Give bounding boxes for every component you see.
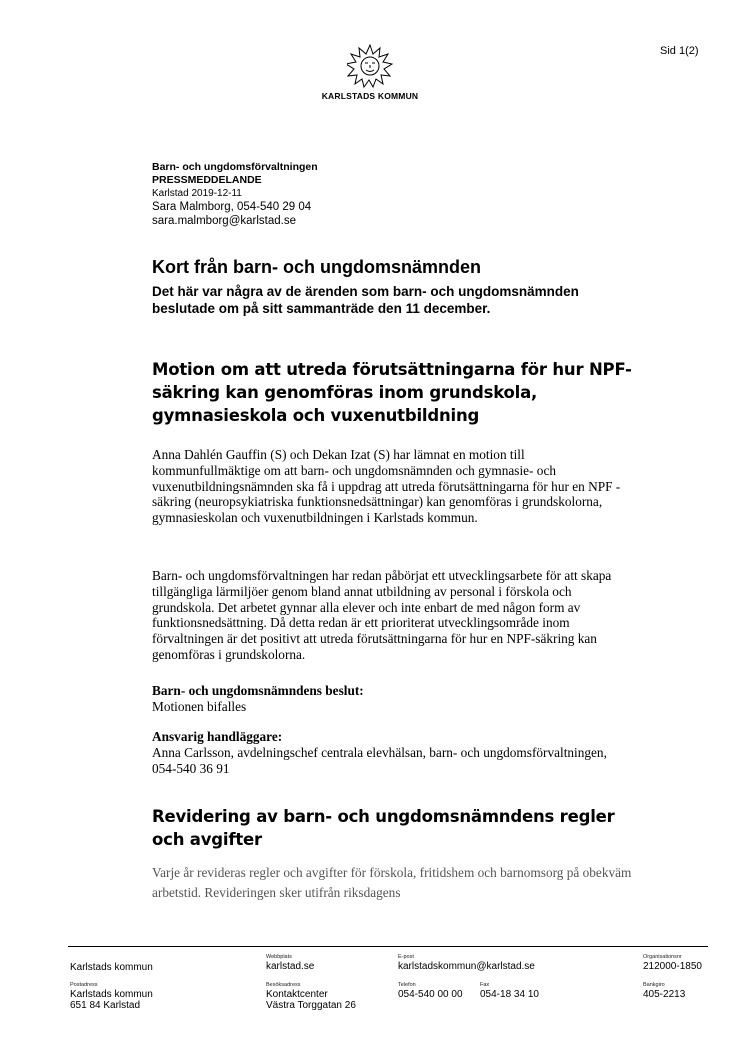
footer-web-link[interactable]: karlstad.se xyxy=(266,961,315,972)
lead-paragraph: Det här var några av de ärenden som barn- och ungdomsnämnden beslutade om på sitt sammanträde den 11 december. xyxy=(152,284,579,316)
footer-org xyxy=(643,954,702,972)
footer-post xyxy=(70,982,153,1011)
footer-phone-number: 054-540 00 00 xyxy=(398,989,463,1000)
officer-text: Anna Carlsson, avdelningschef centrala elevhälsan, barn- och ungdomsförvaltningen, 054-540 36 91 xyxy=(152,744,607,776)
paragraph-motion-intro: Anna Dahlén Gauffin (S) och Dekan Izat (S) har lämnat en motion till kommunfullmäktige om att barn- och ungdomsnämnden och gymnasie- och vuxenutbildningsnämnden ska få i uppdrag att utreda förutsättningarna för hur en NPF - säkring (neuropsykiatriska funktionsnedsättningar) kan genomföras i grundskolorna, gymnasieskolan och vuxenutbildningen i Karlstads kommun. xyxy=(152,447,621,526)
footer-bank xyxy=(643,982,685,1000)
contact-email: sara.malmborg@karlstad.se xyxy=(152,215,296,227)
footer-phone-label: Telefon xyxy=(398,982,416,988)
document-type: PRESSMEDDELANDE xyxy=(152,174,262,186)
contact-person: Sara Malmborg, 054-540 29 04 xyxy=(152,201,312,213)
footer-org-number: 212000-1850 xyxy=(643,961,702,972)
footer-name-text: Karlstads kommun xyxy=(70,962,153,973)
decision-label: Barn- och ungdomsnämndens beslut: xyxy=(152,683,364,698)
footer-post-label: Postadress xyxy=(70,982,98,988)
footer-org-label: Organisationsnr xyxy=(643,954,682,960)
footer-bank-label: Bankgiro xyxy=(643,982,665,988)
footer-divider xyxy=(68,946,708,947)
sun-emblem-icon xyxy=(347,44,393,88)
footer-email xyxy=(398,954,535,972)
officer-label: Ansvarig handläggare: xyxy=(152,729,283,744)
date-place: Karlstad 2019-12-11 xyxy=(152,188,242,199)
footer-fax-number: 054-18 34 10 xyxy=(480,989,539,1000)
decision-block xyxy=(152,683,632,715)
decision-text: Motionen bifalles xyxy=(152,698,247,714)
municipality-logo xyxy=(300,44,440,101)
footer-bank-number: 405-2213 xyxy=(643,989,686,1000)
footer-visit-label: Besöksadress xyxy=(266,982,301,988)
footer-visit-line1: Kontaktcenter xyxy=(266,989,328,1000)
footer-name xyxy=(70,962,153,973)
footer-email-link[interactable]: karlstadskommun@karlstad.se xyxy=(398,961,535,972)
page-title: Kort från barn- och ungdomsnämnden xyxy=(152,257,482,277)
footer-fax xyxy=(480,982,539,1000)
footer-post-line2: 651 84 Karlstad xyxy=(70,1000,141,1011)
sender-block xyxy=(152,161,318,228)
footer-email-label: E-post xyxy=(398,954,414,960)
footer-visit-line2: Västra Torggatan 26 xyxy=(266,1000,356,1011)
page-number: Sid 1(2) xyxy=(660,45,699,57)
paragraph-rules-intro: Varje år revideras regler och avgifter för förskola, fritidshem och barnomsorg på obekväm arbetstid. Revideringen sker utifrån riksdagens xyxy=(152,865,632,900)
footer-fax-label: Fax xyxy=(480,982,490,988)
department: Barn- och ungdomsförvaltningen xyxy=(152,161,318,173)
logo-text: KARLSTADS KOMMUN xyxy=(321,91,419,101)
paragraph-motion-background: Barn- och ungdomsförvaltningen har redan påbörjat ett utvecklingsarbete för att skapa tillgängliga lärmiljöer genom bland annat utbildning av personal i förskola och grundskola. Det arbetet gynnar alla elever och inte enbart de med någon form av funktionsnedsättning. Då detta redan är ett prioriterat utvecklingsområde inom förvaltningen är det positivt att utreda förutsättningarna för hur en NPF-säkring kan genomföras i grundskolorna. xyxy=(152,568,612,662)
footer-phone xyxy=(398,982,463,1000)
footer-web xyxy=(266,954,314,972)
footer-post-line1: Karlstads kommun xyxy=(70,989,153,1000)
section-heading-motion: Motion om att utreda förutsättningarna för hur NPF-säkring kan genomföras inom grundskola, gymnasieskola och vuxenutbildning xyxy=(152,360,632,425)
officer-block xyxy=(152,729,632,776)
footer-web-label: Webbplats xyxy=(266,954,292,960)
section-heading-rules: Revidering av barn- och ungdomsnämndens regler och avgifter xyxy=(152,807,615,849)
footer-visit xyxy=(266,982,356,1011)
